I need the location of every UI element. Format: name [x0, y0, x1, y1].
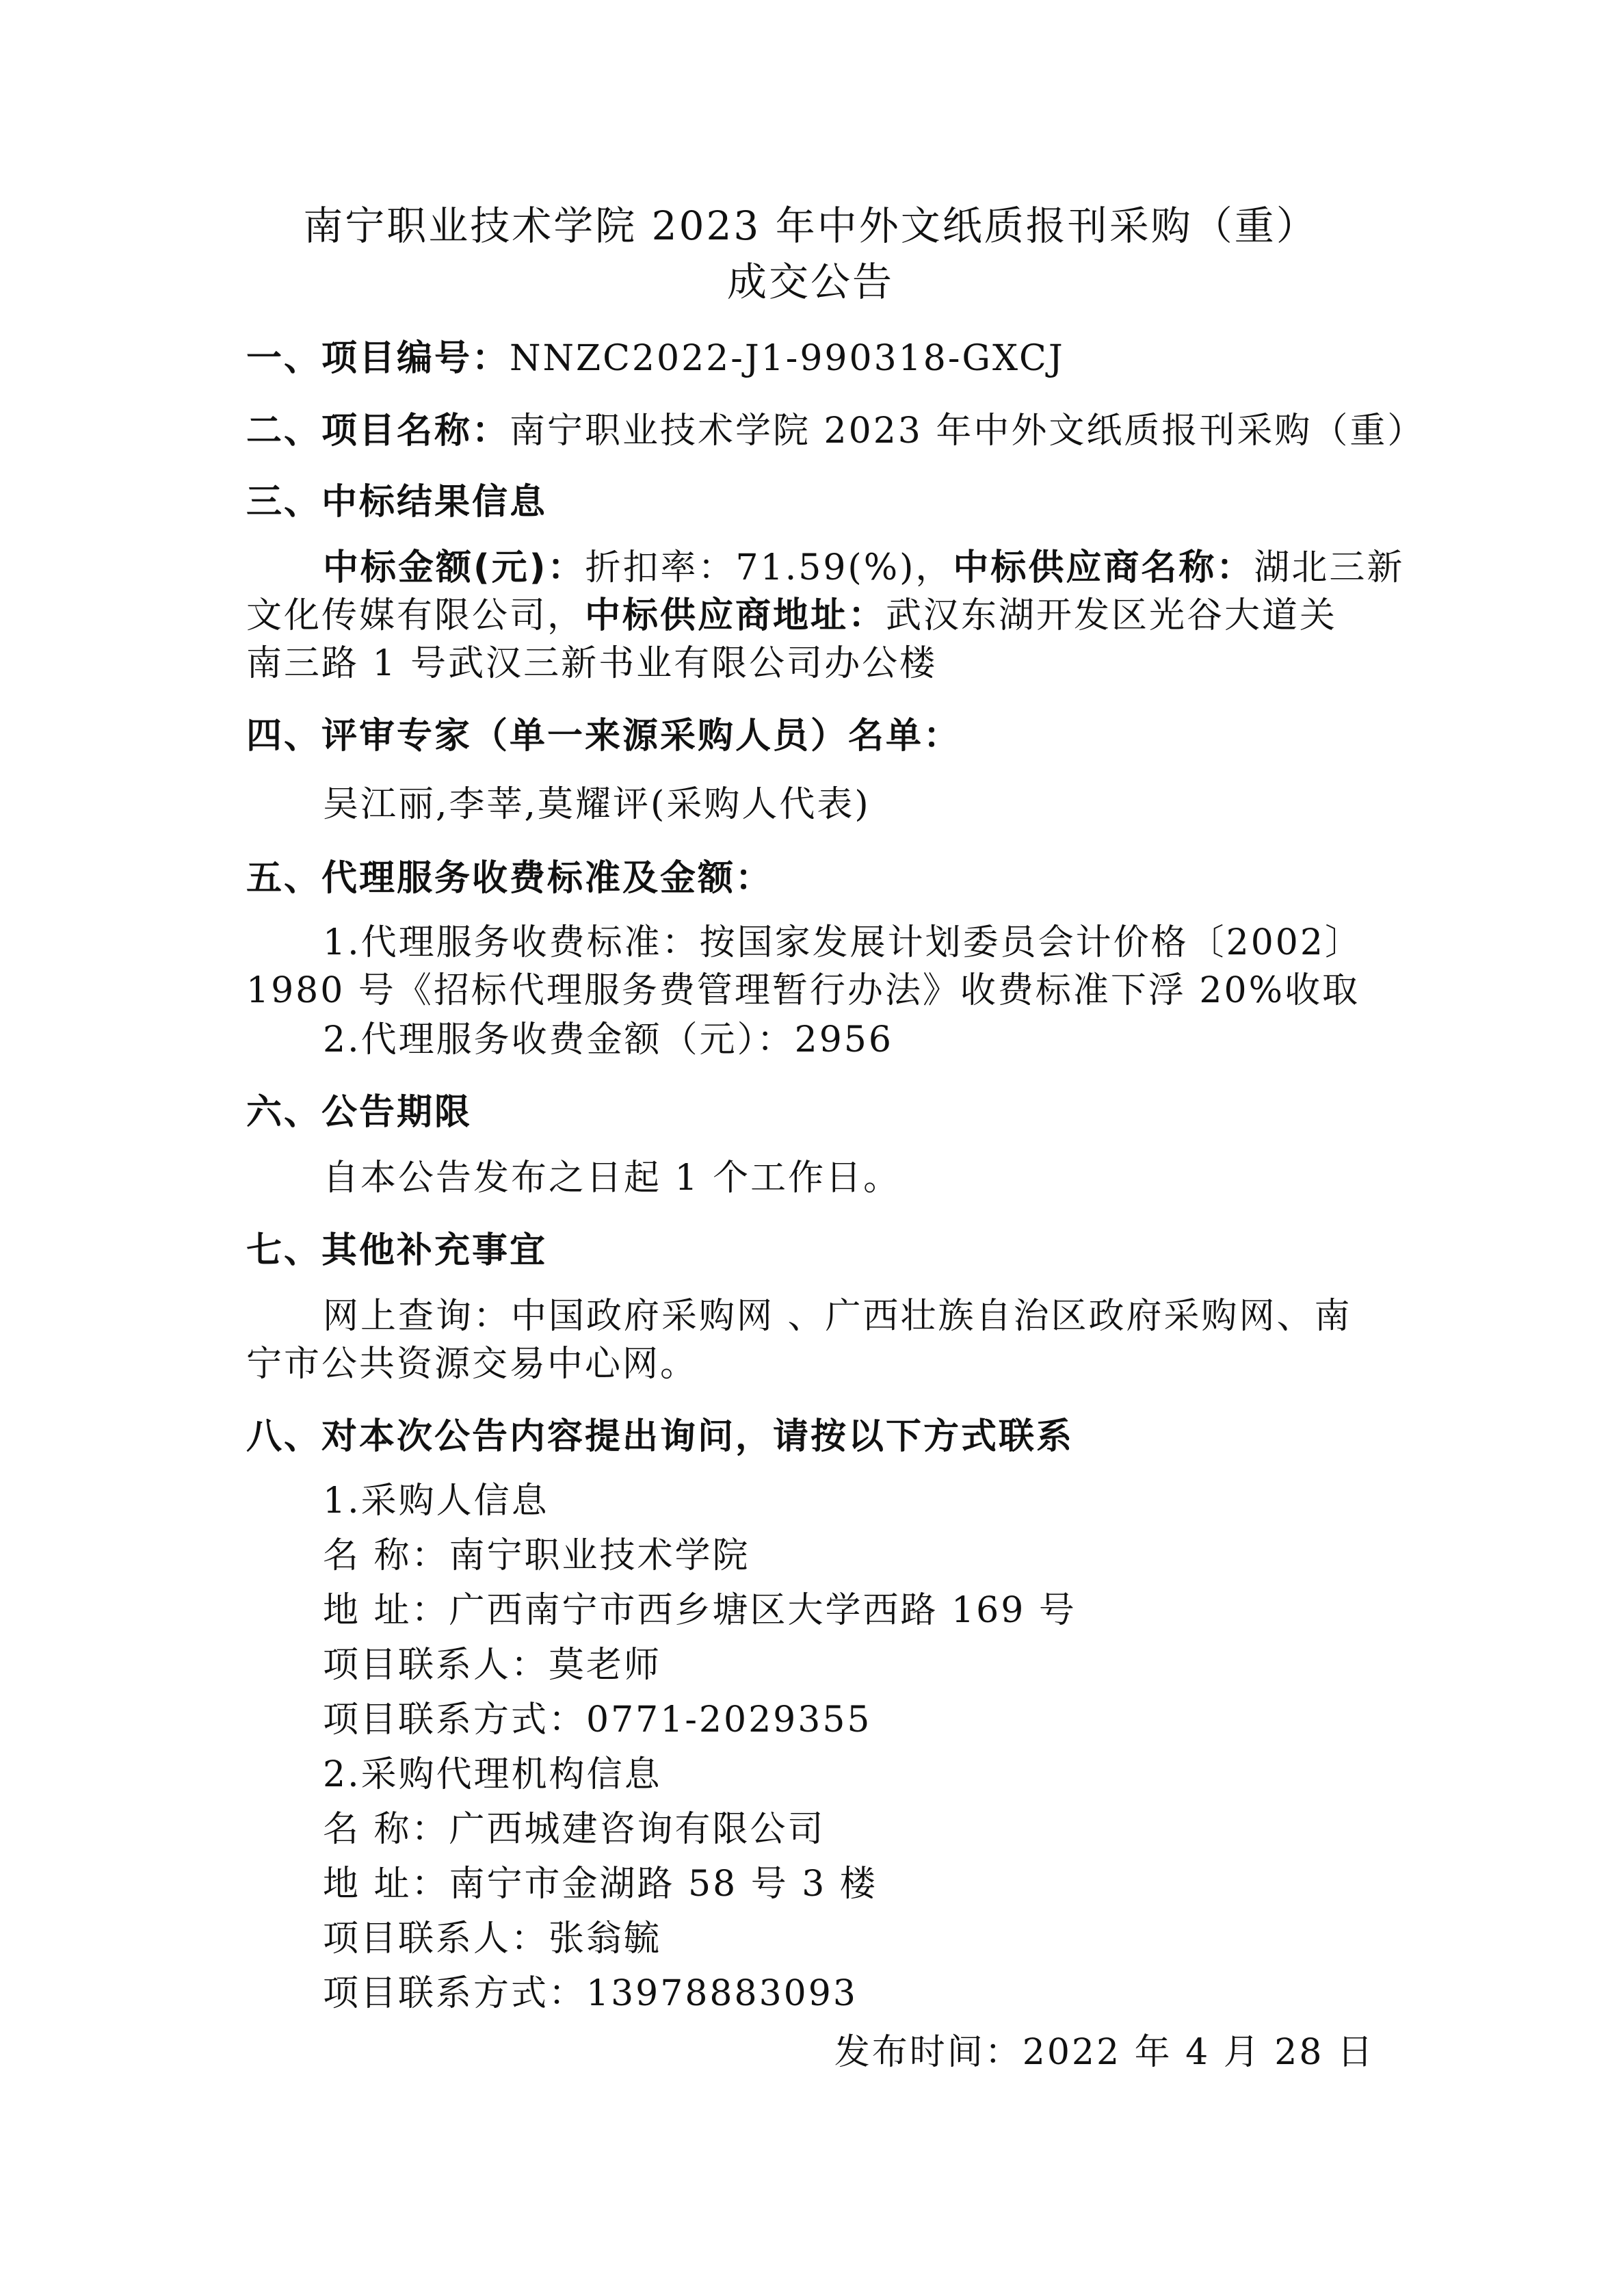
- supplier-address-part-1: 武汉东湖开发区光谷大道关: [886, 595, 1338, 636]
- purchaser-info-title: 1.采购人信息: [323, 1480, 549, 1522]
- section-project-name: [246, 406, 1425, 456]
- agency-phone: 项目联系方式：13978883093: [323, 1973, 858, 2014]
- fee-standard-line-2: 1980 号《招标代理服务费管理暂行办法》收费标准下浮 20%收取: [246, 970, 1360, 1011]
- fee-amount: 2.代理服务收费金额（元）：2956: [323, 1019, 893, 1060]
- section-5-heading: 五、代理服务收费标准及金额：: [246, 858, 774, 899]
- agency-contact: 项目联系人：张翁毓: [323, 1918, 662, 1959]
- award-result-line-2: [246, 591, 1382, 640]
- section-2-heading: 二、项目名称：: [246, 410, 510, 452]
- section-6-heading: 六、公告期限: [246, 1092, 473, 1133]
- section-4-heading: 四、评审专家（单一来源采购人员）名单：: [246, 716, 962, 757]
- document-title-line-1: 南宁职业技术学院 2023 年中外文纸质报刊采购（重）: [303, 203, 1318, 249]
- supplier-name-label: 中标供应商名称：: [953, 547, 1254, 588]
- announcement-period: 自本公告发布之日起 1 个工作日。: [323, 1158, 901, 1199]
- award-amount-label: 中标金额(元)：: [323, 547, 585, 588]
- publish-date: 发布时间：2022 年 4 月 28 日: [834, 2032, 1375, 2073]
- review-experts-list: 吴江丽,李莘,莫耀评(采购人代表): [323, 784, 871, 825]
- agency-name: 名 称：广西城建咨询有限公司: [323, 1809, 826, 1850]
- section-8-heading: 八、对本次公告内容提出询问，请按以下方式联系: [246, 1416, 1075, 1457]
- section-7-heading: 七、其他补充事宜: [246, 1230, 548, 1271]
- purchaser-phone: 项目联系方式：0771-2029355: [323, 1699, 872, 1740]
- section-1-heading: 一、项目编号：: [246, 338, 510, 379]
- supplier-address-part-2: 南三路 1 号武汉三新书业有限公司办公楼: [246, 643, 938, 684]
- project-number-value: NNZC2022-J1-990318-GXCJ: [510, 338, 1065, 379]
- purchaser-name: 名 称：南宁职业技术学院: [323, 1535, 750, 1576]
- supplier-name-part-2: 文化传媒有限公司，: [246, 595, 585, 636]
- purchaser-address: 地 址：广西南宁市西乡塘区大学西路 169 号: [323, 1590, 1077, 1631]
- agency-info-title: 2.采购代理机构信息: [323, 1754, 662, 1795]
- document-title-line-2: 成交公告: [726, 259, 894, 305]
- supplier-address-label: 中标供应商地址：: [585, 595, 886, 636]
- online-query-line-1: 网上查询：中国政府采购网 、广西壮族自治区政府采购网、南: [323, 1296, 1352, 1337]
- fee-standard-line-1: 1.代理服务收费标准：按国家发展计划委员会计价格〔2002〕: [323, 922, 1362, 963]
- project-name-value: 南宁职业技术学院 2023 年中外文纸质报刊采购（重）: [510, 410, 1425, 452]
- award-amount-value: 折扣率：71.59(%)，: [585, 547, 953, 588]
- section-project-number: [246, 334, 1382, 383]
- section-3-heading: 三、中标结果信息: [246, 482, 548, 523]
- agency-address: 地 址：南宁市金湖路 58 号 3 楼: [323, 1864, 878, 1905]
- online-query-line-2: 宁市公共资源交易中心网。: [246, 1344, 698, 1385]
- award-result-line-1: [323, 543, 1405, 592]
- supplier-name-part-1: 湖北三新: [1254, 547, 1405, 588]
- purchaser-contact: 项目联系人：莫老师: [323, 1645, 662, 1686]
